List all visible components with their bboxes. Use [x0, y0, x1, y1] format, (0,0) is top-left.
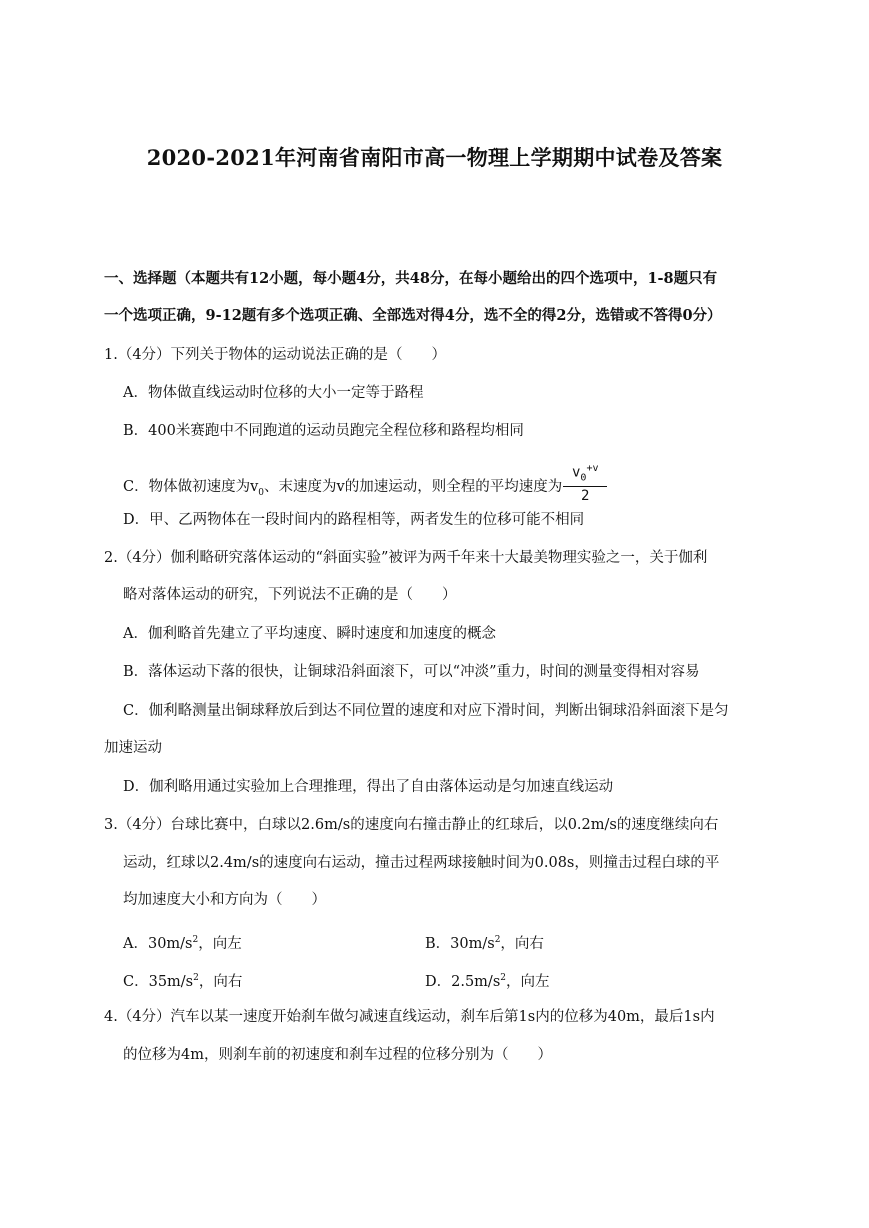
q3-stem-line1: 3.（4分）台球比赛中，白球以2.6m/s的速度向右撞击静止的红球后，以0.2m/s的速度继续向右 [104, 817, 719, 833]
q3-option-c-direction: ，向右 [198, 973, 243, 990]
q3-option-d-exponent: 2 [500, 973, 506, 983]
fraction-subscript: 0 [580, 472, 587, 484]
q2-option-a: A．伽利略首先建立了平均速度、瞬时速度和加速度的概念 [123, 626, 496, 642]
fraction-numerator [563, 461, 607, 486]
q3-stem-line2: 运动，红球以2.4m/s的速度向右运动，撞击过程两球接触时间为0.08s，则撞击过程白球的平 [123, 855, 720, 871]
q2-option-b: B．落体运动下落的很快，让铜球沿斜面滚下，可以“冲淡”重力，时间的测量变得相对容易 [123, 664, 700, 680]
q3-option-d-value: D．2.5m/s [425, 973, 501, 990]
page-title: 2020-2021年河南省南阳市高一物理上学期期中试卷及答案 [146, 145, 723, 170]
q1-option-a: A．物体做直线运动时位移的大小一定等于路程 [123, 385, 424, 401]
q3-option-c-value: C．35m/s [123, 973, 194, 990]
q1-option-c-text-pre: C．物体做初速度为v [123, 479, 259, 496]
q1-option-c-subscript: 0 [258, 488, 265, 499]
fraction-denominator: 2 [581, 488, 590, 505]
q1-option-b: B．400米赛跑中不同跑道的运动员跑完全程位移和路程均相同 [123, 423, 524, 439]
q1-stem: 1.（4分）下列关于物体的运动说法正确的是（ ） [104, 347, 447, 363]
q3-option-b-exponent: 2 [494, 935, 501, 945]
section-heading-line2: 一个选项正确，9-12题有多个选项正确、全部选对得4分，选不全的得2分，选错或不答得0分） [104, 307, 722, 324]
fraction-plus-v: +v [586, 463, 599, 474]
q2-option-c-line2: 加速运动 [104, 740, 162, 756]
q4-stem-line1: 4.（4分）汽车以某一速度开始刹车做匀减速直线运动，刹车后第1s内的位移为40m，最后1s内 [104, 1009, 715, 1025]
q3-option-c-exponent: 2 [193, 973, 199, 983]
q3-option-a-exponent: 2 [192, 935, 199, 945]
q3-option-b [425, 930, 544, 954]
q2-stem-line1: 2.（4分）伽利略研究落体运动的“斜面实验”被评为两千年来十大最美物理实验之一，关于伽利 [104, 550, 708, 566]
q2-option-d: D．伽利略用通过实验加上合理推理，得出了自由落体运动是匀加速直线运动 [123, 779, 614, 795]
q4-stem-line2: 的位移为4m，则刹车前的初速度和刹车过程的位移分别为（ ） [123, 1047, 552, 1063]
q3-option-b-direction: ，向右 [500, 935, 544, 952]
q1-option-c-text-mid: 、末速度为v的加速运动，则全程的平均速度为 [264, 479, 563, 496]
q3-option-a-direction: ，向左 [198, 935, 242, 952]
average-velocity-fraction [563, 461, 607, 505]
q3-option-a [123, 930, 242, 954]
q3-stem-line3: 均加速度大小和方向为（ ） [123, 892, 326, 908]
q3-option-b-value: B．30m/s [425, 935, 495, 952]
q3-option-d [425, 968, 550, 992]
q1-option-c [123, 465, 607, 509]
fraction-v0: v [571, 464, 581, 481]
q3-option-c [123, 968, 242, 992]
q2-option-c-line1: C．伽利略测量出铜球释放后到达不同位置的速度和对应下滑时间，判断出铜球沿斜面滚下是匀 [123, 703, 729, 719]
section-heading-line1: 一、选择题（本题共有12小题，每小题4分，共48分，在每小题给出的四个选项中，1-8题只有 [104, 270, 718, 287]
q3-option-d-direction: ，向左 [506, 973, 550, 990]
q1-option-d: D．甲、乙两物体在一段时间内的路程相等，两者发生的位移可能不相同 [123, 512, 585, 528]
q3-option-a-value: A．30m/s [123, 935, 193, 952]
q2-stem-line2: 略对落体运动的研究，下列说法不正确的是（ ） [123, 587, 457, 603]
